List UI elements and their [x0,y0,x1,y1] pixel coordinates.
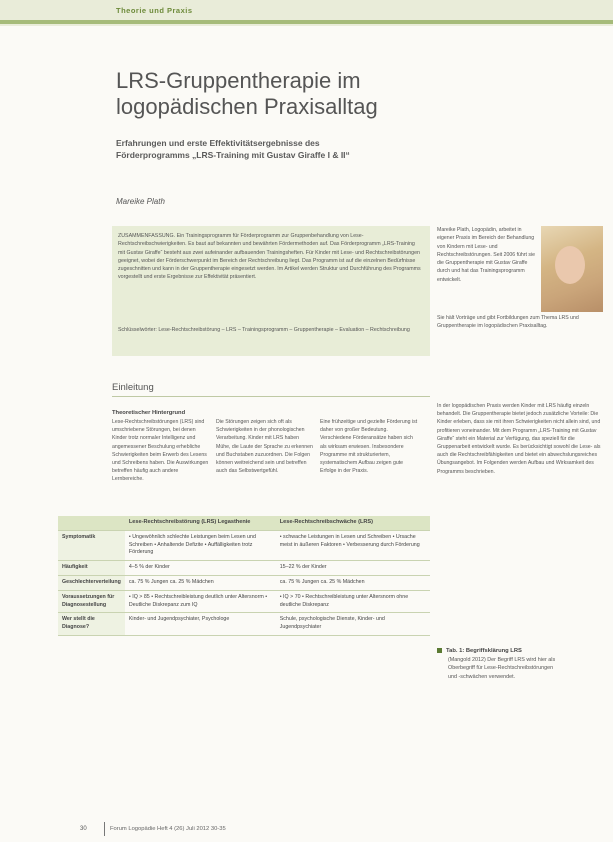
header-bar [0,20,613,24]
table-row [58,613,430,636]
article-subtitle: Erfahrungen und erste Effektivitätsergebnisse des Förderprogramms „LRS-Training mit Gustav Giraffe I & II“ [116,138,350,160]
author-name: Mareike Plath [116,197,165,206]
section-heading: Einleitung [112,382,154,393]
footer-divider [104,822,105,836]
table-row [58,561,430,576]
table-header-schwaeche: Lese-Rechtschreibschwäche (LRS) [276,516,430,530]
table-cell: • IQ > 70 • Rechtschreibleistung unter Altersnorm ohne deutliche Diskrepanz [276,590,430,613]
table-cell: Schule, psychologische Dienste, Kinder- und Jugendpsychiater [276,613,430,636]
table-header-empty [58,516,125,530]
section-divider [112,396,430,397]
table-cell: 4–5 % der Kinder [125,561,276,576]
table-caption: Tab. 1: Begriffsklärung LRS [446,648,522,654]
table-cell: • schwache Leistungen in Lesen und Schreiben • Ursache meist in äußeren Faktoren • Verbesserung durch Förderung [276,530,430,560]
body-column-3: Eine frühzeitige und gezielte Förderung ist daher von großer Bedeutung. Verschiedene Förderansätze haben sich als wirksam erwiesen. Insbesondere Programme mit strukturiertem, systematischem Aufbau zeigen gute Erfolge in der Praxis. [320,419,418,475]
abstract-text: ZUSAMMENFASSUNG. Ein Trainingsprogramm für Förderprogramm zur Gruppenbehandlung von Lese-Rechtschreibschwierigkeiten. Es baut auf bekannten und bewährten Fördermethoden auf. Das Förderprogramm „LRS-Training mit Gustav Giraffe“ besteht aus zwei aufeinander aufbauenden Trainingsheften. Für Kinder mit Lese- und Rechtschreibstörungen geeignet, wobei der Förderschwerpunkt im Bereich der Rechtschreibung liegt. Das Programm ist auf die einzelnen Bedürfnisse zugeschnitten und kann in der Gruppentherapie eingesetzt werden. Im Artikel werden Struktur und Durchführung des Programms vorgestellt und erste Ergebnisse zur Effektivität präsentiert. [118,233,421,281]
journal-reference: Forum Logopädie Heft 4 (26) Juli 2012 30-35 [110,826,226,832]
row-label: Geschlechterverteilung [58,575,125,590]
row-label: Wer stellt die Diagnose? [58,613,125,636]
subsection-heading: Theoretischer Hintergrund [112,410,186,416]
table-cell: ca. 75 % Jungen ca. 25 % Mädchen [276,575,430,590]
page-number: 30 [80,826,87,832]
body-column-4: In der logopädischen Praxis werden Kinder mit LRS häufig einzeln behandelt. Die Gruppentherapie bietet jedoch zusätzliche Vorteile: Die Kinder erleben, dass sie mit ihren Schwierigkeiten nicht allein sind, und profitieren voneinander. Mit dem Programm „LRS-Training mit Gustav Giraffe“ steht ein Material zur Verfügung, das speziell für die Gruppenarbeit entwickelt wurde. Es berücksichtigt sowohl die Lese- als auch die Rechtschreibfähigkeiten und bietet ein abwechslungsreiches Übungsangebot. Im Folgenden werden Aufbau und Wirksamkeit des Programms beschrieben. [437,403,601,475]
author-photo-face [555,246,585,284]
table-cell: 15–22 % der Kinder [276,561,430,576]
row-label: Symptomatik [58,530,125,560]
table-marker-icon [437,648,442,653]
section-kicker: Theorie und Praxis [116,6,193,15]
comparison-table [58,516,430,636]
article-title: LRS-Gruppentherapie im logopädischen Praxisalltag [116,68,378,119]
author-bio: Mareike Plath, Logopädin, arbeitet in eigener Praxis im Bereich der Behandlung von Kindern mit Lese- und Rechtschreibstörungen. Seit 2006 führt sie die Gruppentherapie mit Gustav Giraffe durch und hat das Trainingsprogramm entwickelt. [437,227,536,283]
table-row [58,575,430,590]
table-cell: • IQ > 85 • Rechtschreibleistung deutlich unter Altersnorm • Deutliche Diskrepanz zum IQ [125,590,276,613]
row-label: Voraussetzungen für Diagnosestellung [58,590,125,613]
row-label: Häufigkeit [58,561,125,576]
table-row [58,530,430,560]
body-column-1: Lese-Rechtschreibstörungen (LRS) sind umschriebene Störungen, bei denen Kinder trotz normaler Intelligenz und angemessener Beschulung erhebliche Schwierigkeiten beim Erwerb des Lesens und Schreibens haben. Die Auswirkungen betreffen häufig auch andere Lernbereiche. [112,419,209,483]
table-row [58,590,430,613]
table-cell: Kinder- und Jugendpsychiater, Psychologe [125,613,276,636]
keywords: Schlüsselwörter: Lese-Rechtschreibstörung – LRS – Trainingsprogramm – Gruppentherapie – Evaluation – Rechtschreibung [118,327,410,333]
table-note: (Mangold 2012) Der Begriff LRS wird hier als Oberbegriff für Lese-Rechtschreibstörungen und -schwächen verwendet. [448,657,556,680]
body-column-2: Die Störungen zeigen sich oft als Schwierigkeiten in der phonologischen Verarbeitung. Kinder mit LRS haben Mühe, die Laute der Sprache zu erkennen und Buchstaben zuzuordnen. Die Folgen können weitreichend sein und betreffen auch das Selbstwertgefühl. [216,419,313,475]
table-cell: • Ungewöhnlich schlechte Leistungen beim Lesen und Schreiben • Anhaltende Defizite • Auffälligkeiten trotz Förderung [125,530,276,560]
table-header-legasthenie: Lese-Rechtschreibstörung (LRS) Legasthenie [125,516,276,530]
table-cell: ca. 75 % Jungen ca. 25 % Mädchen [125,575,276,590]
author-bio-more: Sie hält Vorträge und gibt Fortbildungen zum Thema LRS und Gruppentherapie im logopädischen Praxisalltag. [437,315,579,330]
